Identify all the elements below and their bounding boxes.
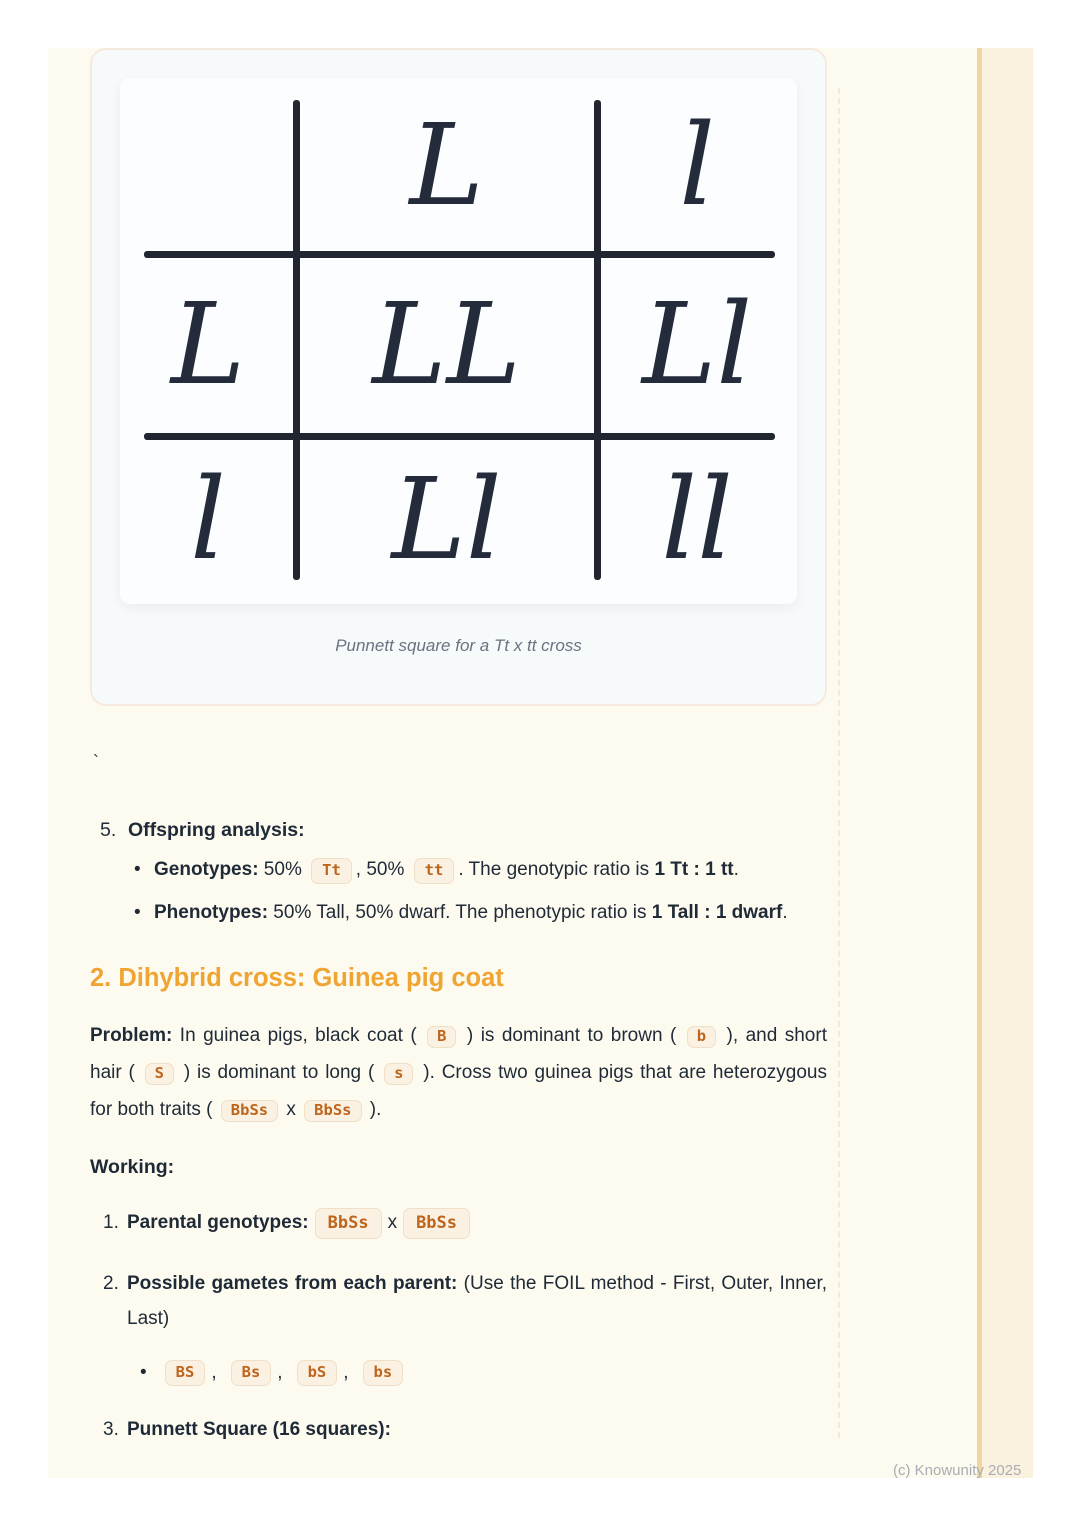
phenotypes-bullet <box>90 896 827 930</box>
step-possible-gametes <box>90 1266 827 1336</box>
punnett-row-header: L <box>170 280 246 411</box>
text-fragment: In guinea pigs, black coat ( <box>172 1025 425 1046</box>
step-punnett-square <box>90 1412 827 1447</box>
inline-code-BbSs: BbSs <box>304 1100 361 1122</box>
list-number: 1. <box>103 1212 119 1233</box>
inline-code-Tt: Tt <box>311 858 352 884</box>
text-fragment: . <box>733 859 739 880</box>
dihybrid-section-heading: 2. Dihybrid cross: Guinea pig coat <box>90 964 504 992</box>
step-body <box>127 1412 827 1447</box>
comma-separator: , <box>211 1361 217 1383</box>
step-parental-genotypes <box>90 1205 827 1240</box>
text-fragment: x <box>281 1099 302 1120</box>
punnett-grid <box>120 78 797 604</box>
punnett-square <box>120 78 797 604</box>
inline-code-Bs: Bs <box>231 1360 272 1386</box>
phenotypic-ratio: 1 Tall : 1 dwarf <box>651 902 783 923</box>
inline-code-bs: bs <box>363 1360 404 1386</box>
list-number: 2. <box>103 1273 119 1294</box>
problem-paragraph <box>90 1017 827 1128</box>
inline-code-bS: bS <box>297 1360 338 1386</box>
offspring-analysis-title: Offspring analysis: <box>128 819 305 841</box>
bullet-icon: • <box>134 859 141 880</box>
bullet-icon: • <box>134 902 141 923</box>
genotypes-label: Genotypes: <box>154 859 259 880</box>
punnett-col-header: l <box>679 101 716 232</box>
text-fragment: ) is dominant to long ( <box>177 1062 382 1083</box>
page-content <box>90 48 827 1447</box>
inline-code-tt: tt <box>414 858 455 884</box>
phenotypes-text <box>154 896 827 930</box>
page-accent-strip <box>982 48 1033 1478</box>
inline-code-B: B <box>427 1026 456 1048</box>
step-label: Parental genotypes: <box>127 1212 309 1233</box>
punnett-cell: LL <box>372 280 522 411</box>
genotypes-text <box>154 853 827 887</box>
stray-backtick: ` <box>93 752 99 772</box>
text-fragment: ). <box>364 1099 382 1120</box>
step-label: Punnett Square (16 squares): <box>127 1418 391 1440</box>
punnett-corner-cell <box>120 78 296 254</box>
problem-label: Problem: <box>90 1025 173 1046</box>
text-fragment: (Use the FOIL method - First, Outer, Inner, Last) <box>127 1273 827 1329</box>
inline-code-S: S <box>145 1063 174 1085</box>
genotypes-bullet <box>90 853 827 887</box>
list-number: 3. <box>103 1418 119 1440</box>
inline-code-b: b <box>687 1026 716 1048</box>
text-fragment: ) is dominant to brown ( <box>459 1025 684 1046</box>
step-body <box>127 1205 827 1240</box>
step-label: Possible gametes from each parent: <box>127 1273 458 1294</box>
inline-code-BbSs: BbSs <box>403 1208 470 1239</box>
cross-separator: x <box>387 1212 398 1233</box>
inline-code-BbSs: BbSs <box>221 1100 278 1122</box>
page-accent-bar <box>977 48 982 1478</box>
comma-separator: , <box>277 1361 283 1383</box>
punnett-col-header: L <box>409 101 484 232</box>
step-body <box>127 1266 827 1336</box>
perforation-line <box>838 88 840 1438</box>
punnett-figure-card <box>90 48 827 706</box>
punnett-figure-image <box>120 78 797 604</box>
inline-code-BS: BS <box>165 1360 206 1386</box>
punnett-cell: Ll <box>642 280 753 411</box>
inline-code-BbSs: BbSs <box>315 1208 382 1239</box>
punnett-cell: Ll <box>391 455 502 586</box>
punnett-row-header: l <box>190 455 226 586</box>
offspring-bullet-list <box>90 853 827 930</box>
text-fragment: , 50% <box>355 859 410 880</box>
comma-separator: , <box>343 1361 349 1383</box>
inline-code-s: s <box>384 1063 413 1085</box>
text-fragment: 50% Tall, 50% dwarf. The phenotypic ratio is <box>268 902 652 923</box>
watermark: (c) Knowunity 2025 <box>893 1462 1022 1479</box>
genotypic-ratio: 1 Tt : 1 tt <box>654 859 734 880</box>
phenotypes-label: Phenotypes: <box>154 902 269 923</box>
text-fragment: ). Cross two guinea pigs that are heterozygous for both traits ( <box>90 1062 827 1120</box>
gametes-list <box>90 1360 827 1386</box>
figure-caption: Punnett square for a Tt x tt cross <box>335 636 582 655</box>
offspring-analysis-heading <box>90 816 827 844</box>
text-fragment: . <box>782 902 788 923</box>
text-fragment: 50% <box>258 859 308 880</box>
working-label: Working: <box>90 1156 175 1178</box>
bullet-icon: • <box>140 1361 147 1383</box>
punnett-cell: ll <box>661 455 733 586</box>
text-fragment: . The genotypic ratio is <box>458 859 655 880</box>
document-page <box>48 48 1033 1478</box>
text-fragment: ), and short hair ( <box>90 1025 827 1083</box>
list-number: 5. <box>100 819 117 841</box>
